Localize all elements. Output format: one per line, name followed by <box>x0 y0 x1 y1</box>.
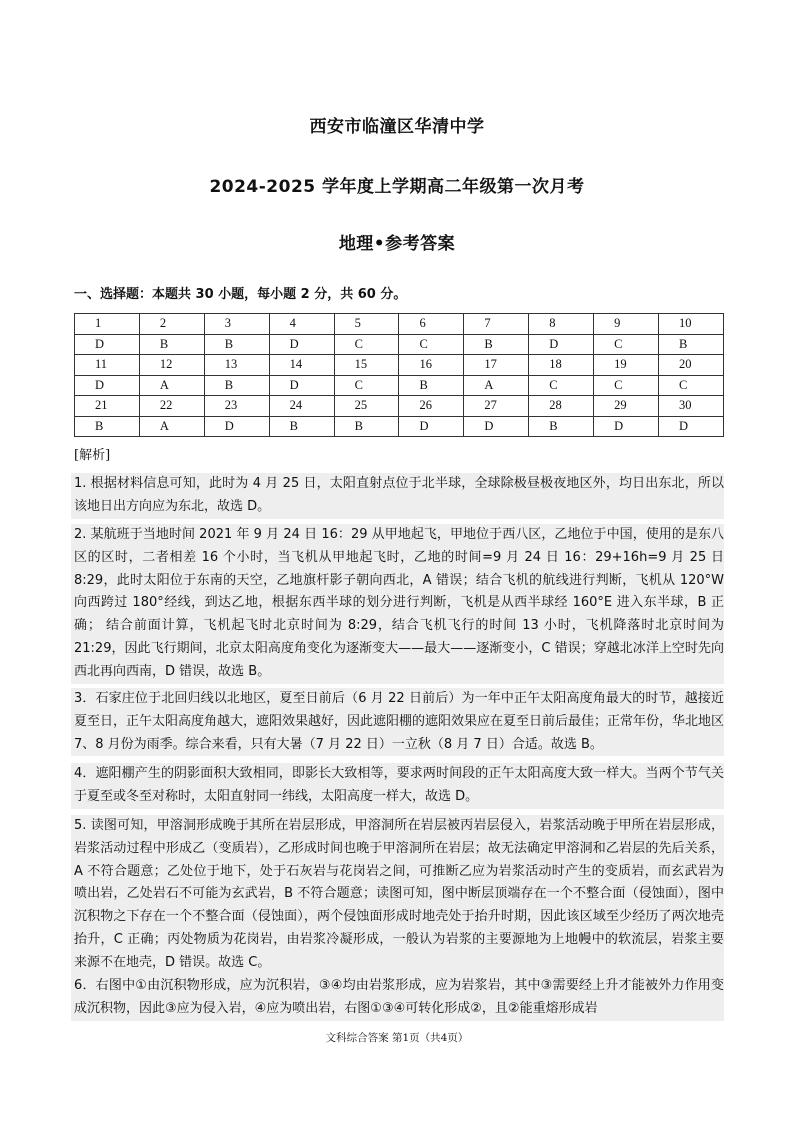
table-cell: 17 <box>464 355 529 376</box>
table-cell: 26 <box>399 396 464 417</box>
explanation-5: 5. 读图可知，甲溶洞形成晚于其所在岩层形成，甲溶洞所在岩层被丙岩层侵入，岩浆活动晚于甲所在岩层形成，岩浆活动过程中形成乙（变质岩），乙形成时间也晚于甲溶洞所在岩层；故无法确定甲溶洞和乙岩层的先后关系，A 不符合题意；乙处位于地下，处于石灰岩与花岗岩之间，可推断乙应为岩浆活动时产生的变质岩，而玄武岩为喷出岩，乙处岩石不可能为玄武岩，B 不符合题意；读图可知，图中断层顶端存在一个不整合面（侵蚀面），图中沉积物之下存在一个不整合面（侵蚀面），两个侵蚀面形成时地壳处于抬升时期，因此该区域至少经历了两次地壳抬升，C 正确；丙处物质为花岗岩，由岩浆冷凝形成，一般认为岩浆的主要源地为上地幔中的软流层，岩浆主要来源不在地壳，D 错误。故选 C。 <box>71 815 724 975</box>
table-cell: C <box>334 375 399 396</box>
table-cell: D <box>659 416 724 437</box>
table-cell: D <box>529 334 594 355</box>
table-cell: B <box>659 334 724 355</box>
page-footer: 文科综合答案 第1页（共4页） <box>325 1032 469 1044</box>
table-row <box>75 375 724 396</box>
table-cell: C <box>334 334 399 355</box>
table-cell: 6 <box>399 314 464 335</box>
table-cell: 20 <box>659 355 724 376</box>
table-cell: 7 <box>464 314 529 335</box>
table-cell: 1 <box>75 314 140 335</box>
table-cell: 10 <box>659 314 724 335</box>
table-cell: 3 <box>204 314 269 335</box>
table-row <box>75 334 724 355</box>
school-title: 西安市临潼区华清中学 <box>309 117 485 137</box>
table-cell: B <box>529 416 594 437</box>
table-cell: 2 <box>139 314 204 335</box>
table-cell: 4 <box>269 314 334 335</box>
explanation-6: 6．右图中①由沉积物形成，应为沉积岩，③④均由岩浆形成，应为岩浆岩，其中③需要经上升才能被外力作用变成沉积物，因此③应为侵入岩，④应为喷出岩，右图①③④可转化形成②，且②能重熔形成岩 <box>71 975 724 1021</box>
table-cell: 25 <box>334 396 399 417</box>
table-cell: 11 <box>75 355 140 376</box>
exam-title: 2024-2025 学年度上学期高二年级第一次月考 <box>209 177 585 197</box>
table-cell: A <box>464 375 529 396</box>
analysis-label: [解析] <box>74 448 111 463</box>
explanation-3: 3．石家庄位于北回归线以北地区，夏至日前后（6 月 22 日前后）为一年中正午太阳高度角最大的时节，越接近夏至日，正午太阳高度角越大，遮阳效果越好，因此遮阳棚的遮阳效果应在夏至日前后最佳；正常年份，华北地区 7、8 月份为雨季。综合来看，只有大暑（7 月 22 日）一立秋（8 月 7 日）合适。故选 B。 <box>71 688 724 756</box>
answer-table <box>74 313 724 437</box>
explanation-4: 4．遮阳棚产生的阴影面积大致相同，即影长大致相等，要求两时间段的正午太阳高度大致一样大。当两个节气关于夏至或冬至对称时，太阳直射同一纬线，太阳高度一样大，故选 D。 <box>71 763 724 809</box>
table-cell: 14 <box>269 355 334 376</box>
table-row <box>75 396 724 417</box>
table-cell: D <box>204 416 269 437</box>
table-cell: 13 <box>204 355 269 376</box>
table-cell: 16 <box>399 355 464 376</box>
table-cell: D <box>269 334 334 355</box>
table-cell: D <box>594 416 659 437</box>
table-cell: D <box>269 375 334 396</box>
table-cell: 8 <box>529 314 594 335</box>
table-cell: C <box>529 375 594 396</box>
table-cell: D <box>464 416 529 437</box>
table-cell: D <box>399 416 464 437</box>
table-cell: B <box>75 416 140 437</box>
table-cell: 30 <box>659 396 724 417</box>
table-cell: 28 <box>529 396 594 417</box>
table-cell: B <box>204 375 269 396</box>
table-cell: 29 <box>594 396 659 417</box>
table-row <box>75 355 724 376</box>
table-row <box>75 314 724 335</box>
table-cell: 12 <box>139 355 204 376</box>
table-cell: 27 <box>464 396 529 417</box>
table-cell: 19 <box>594 355 659 376</box>
table-cell: B <box>464 334 529 355</box>
table-cell: B <box>204 334 269 355</box>
section-title: 一、选择题：本题共 30 小题，每小题 2 分，共 60 分。 <box>74 287 407 302</box>
table-cell: B <box>139 334 204 355</box>
table-cell: 22 <box>139 396 204 417</box>
subject-title: 地理•参考答案 <box>338 234 456 254</box>
table-cell: C <box>594 334 659 355</box>
table-cell: 21 <box>75 396 140 417</box>
table-cell: C <box>594 375 659 396</box>
table-row <box>75 416 724 437</box>
table-cell: 5 <box>334 314 399 335</box>
table-cell: B <box>399 375 464 396</box>
table-cell: 15 <box>334 355 399 376</box>
table-cell: A <box>139 416 204 437</box>
table-cell: D <box>75 375 140 396</box>
table-cell: B <box>269 416 334 437</box>
table-cell: D <box>75 334 140 355</box>
table-cell: C <box>659 375 724 396</box>
explanation-1: 1. 根据材料信息可知，此时为 4 月 25 日，太阳直射点位于北半球，全球除极昼极夜地区外，均日出东北，所以该地日出方向应为东北，故选 D。 <box>71 473 724 519</box>
explanation-2: 2. 某航班于当地时间 2021 年 9 月 24 日 16：29 从甲地起飞，甲地位于西八区，乙地位于中国，使用的是东八区的区时，二者相差 16 个小时，当飞机从甲地起飞时，乙地的时间=9 月 24 日 16：29+16h=9 月 25 日 8:29，此时太阳位于东南的天空，乙地旗杆影子朝向西北，A 错误；结合飞机的航线进行判断，飞机从 120°W 向西跨过 180°经线，到达乙地，根据东西半球的划分进行判断，飞机是从西半球经 160°E 进入东半球，B 正确； 结合前面计算，飞机起飞时北京时间为 8:29，结合飞机飞行的时间 13 小时，飞机降落时北京时间为 21:29，因此飞行期间，北京太阳高度角变化为逐渐变大——最大——逐渐变小，C 错误；穿越北冰洋上空时先向西北再向西南，D 错误，故选 B。 <box>71 524 724 684</box>
table-cell: B <box>334 416 399 437</box>
table-cell: A <box>139 375 204 396</box>
table-cell: 23 <box>204 396 269 417</box>
table-cell: 24 <box>269 396 334 417</box>
table-cell: 9 <box>594 314 659 335</box>
table-cell: C <box>399 334 464 355</box>
table-cell: 18 <box>529 355 594 376</box>
